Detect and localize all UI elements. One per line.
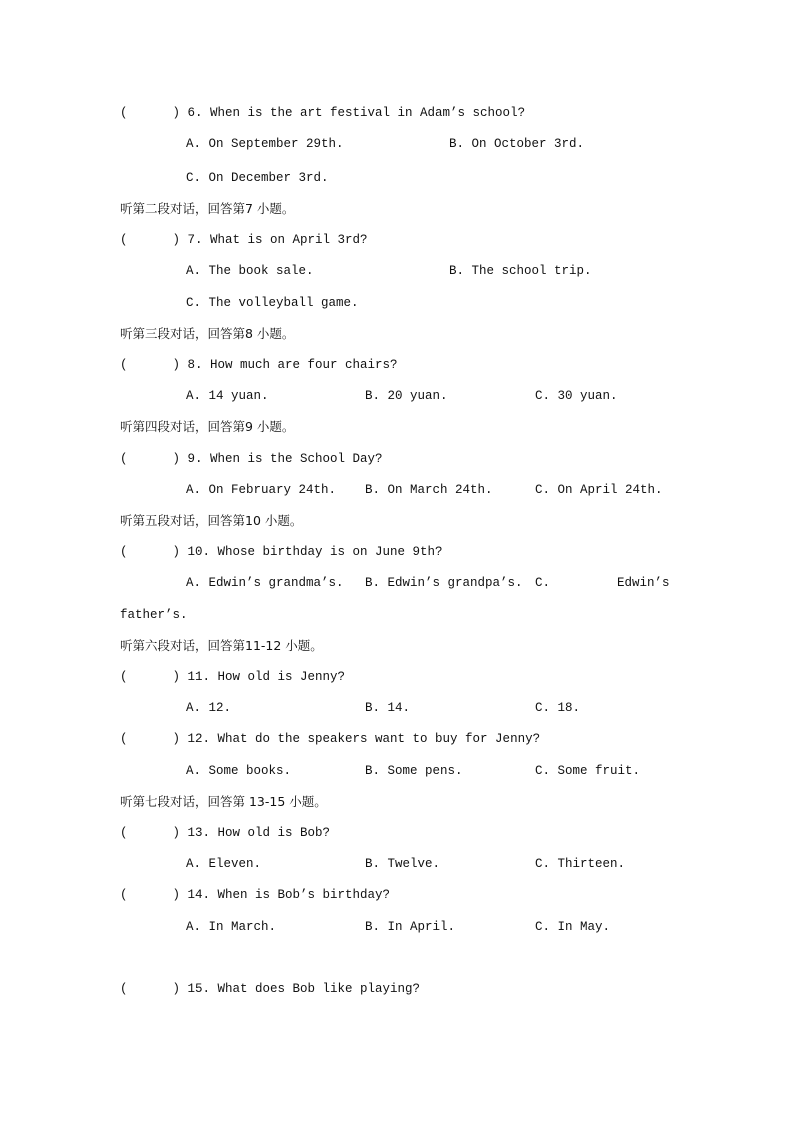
option-8b: B. 20 yuan. bbox=[365, 389, 448, 403]
option-10c-text: Edwin’s bbox=[617, 576, 670, 590]
option-12b: B. Some pens. bbox=[365, 764, 463, 778]
question-15: ( ) 15. What does Bob like playing? bbox=[120, 982, 421, 996]
option-14c: C. In May. bbox=[535, 920, 611, 934]
option-13a: A. Eleven. bbox=[186, 857, 262, 871]
option-7b: B. The school trip. bbox=[449, 264, 592, 278]
section-4-instruction: 听第四段对话，回答第9 小题。 bbox=[120, 419, 295, 434]
option-7c: C. The volleyball game. bbox=[186, 296, 359, 310]
option-6a: A. On September 29th. bbox=[186, 137, 344, 151]
option-9b: B. On March 24th. bbox=[365, 483, 493, 497]
section-2-instruction: 听第二段对话，回答第7 小题。 bbox=[120, 201, 295, 216]
option-8c: C. 30 yuan. bbox=[535, 389, 618, 403]
option-11a: A. 12. bbox=[186, 701, 232, 715]
question-12: ( ) 12. What do the speakers want to buy for Jenny? bbox=[120, 732, 541, 746]
option-7a: A. The book sale. bbox=[186, 264, 314, 278]
question-7: ( ) 7. What is on April 3rd? bbox=[120, 233, 368, 247]
option-14a: A. In March. bbox=[186, 920, 277, 934]
question-8: ( ) 8. How much are four chairs? bbox=[120, 358, 398, 372]
question-14: ( ) 14. When is Bob’s birthday? bbox=[120, 888, 391, 902]
option-6c: C. On December 3rd. bbox=[186, 171, 329, 185]
option-12a: A. Some books. bbox=[186, 764, 292, 778]
option-13c: C. Thirteen. bbox=[535, 857, 626, 871]
option-11c: C. 18. bbox=[535, 701, 581, 715]
option-14b: B. In April. bbox=[365, 920, 456, 934]
section-6-instruction: 听第六段对话，回答第11-12 小题。 bbox=[120, 638, 323, 653]
question-13: ( ) 13. How old is Bob? bbox=[120, 826, 331, 840]
option-11b: B. 14. bbox=[365, 701, 411, 715]
option-6b: B. On October 3rd. bbox=[449, 137, 585, 151]
section-3-instruction: 听第三段对话，回答第8 小题。 bbox=[120, 326, 295, 341]
question-11: ( ) 11. How old is Jenny? bbox=[120, 670, 346, 684]
section-7-instruction: 听第七段对话，回答第 13-15 小题。 bbox=[120, 794, 327, 809]
option-13b: B. Twelve. bbox=[365, 857, 441, 871]
section-5-instruction: 听第五段对话，回答第10 小题。 bbox=[120, 513, 303, 528]
option-9c: C. On April 24th. bbox=[535, 483, 663, 497]
option-10a: A. Edwin’s grandma’s. bbox=[186, 576, 344, 590]
option-10c-letter: C. bbox=[535, 576, 551, 590]
option-10b: B. Edwin’s grandpa’s. bbox=[365, 576, 523, 590]
question-10: ( ) 10. Whose birthday is on June 9th? bbox=[120, 545, 443, 559]
question-9: ( ) 9. When is the School Day? bbox=[120, 452, 383, 466]
option-9a: A. On February 24th. bbox=[186, 483, 337, 497]
option-10c-continuation: father’s. bbox=[120, 608, 188, 622]
option-8a: A. 14 yuan. bbox=[186, 389, 269, 403]
option-12c: C. Some fruit. bbox=[535, 764, 641, 778]
question-6: ( ) 6. When is the art festival in Adam’s school? bbox=[120, 106, 526, 120]
